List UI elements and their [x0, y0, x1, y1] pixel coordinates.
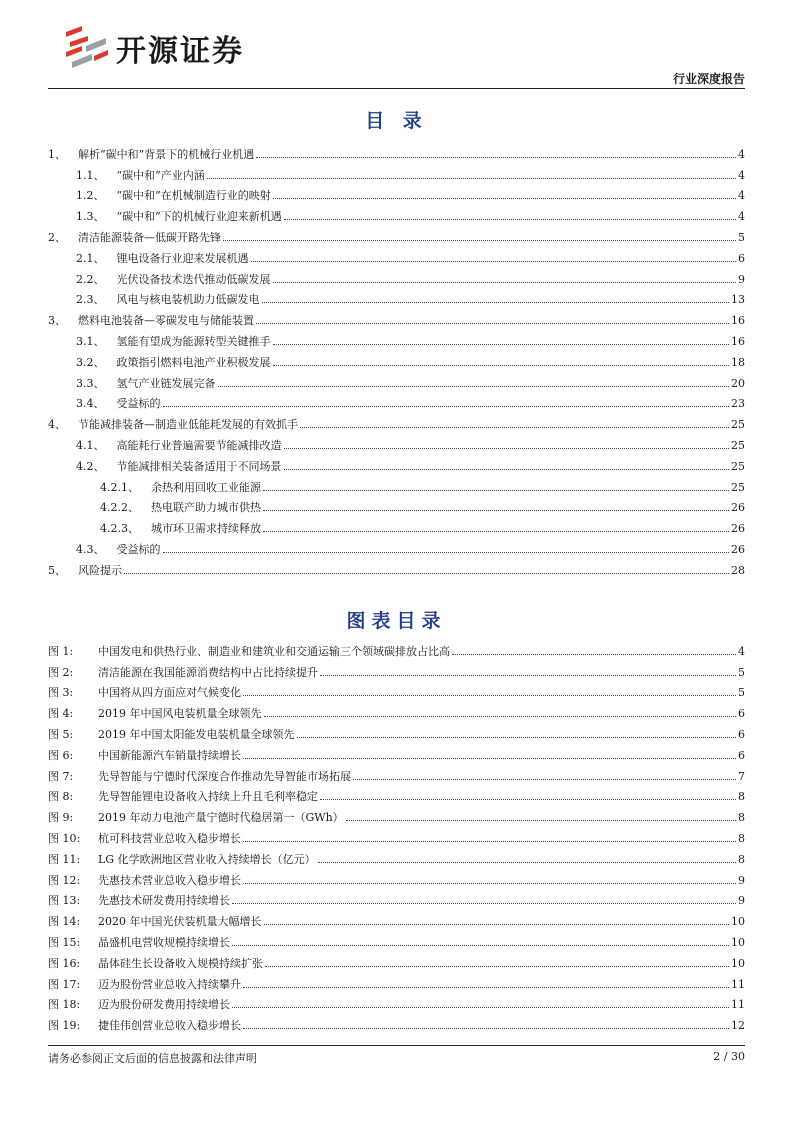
figure-page: 11 [731, 998, 745, 1012]
toc-entry-page: 4 [738, 147, 745, 161]
figure-entry[interactable] [48, 783, 745, 804]
toc-entry-page: 26 [731, 501, 745, 515]
figure-entry[interactable] [48, 970, 745, 991]
toc-entry-title: 受益标的 [116, 397, 161, 411]
dot-leader [256, 323, 729, 324]
toc-entry-number: 4.3、 [76, 542, 105, 556]
figure-page: 5 [738, 686, 745, 700]
figure-number: 图 14: [48, 915, 81, 929]
dot-leader [218, 386, 730, 387]
dot-leader [273, 365, 730, 366]
toc-entry-title: 解析“碳中和”背景下的机械行业机遇 [78, 147, 255, 161]
report-type-label: 行业深度报告 [672, 72, 745, 86]
toc-entry-page: 25 [731, 480, 745, 494]
logo-mark-icon [62, 22, 110, 72]
toc-entry-title: 高能耗行业普遍需要节能减排改造 [116, 438, 282, 452]
figure-entry[interactable] [48, 824, 745, 845]
toc-entry-number: 1.3、 [76, 210, 105, 224]
toc-entry-title: 氢气产业链发展完备 [116, 376, 216, 390]
figure-number: 图 1: [48, 644, 74, 658]
toc-entry-number: 4.2.3、 [100, 522, 139, 536]
toc-entry-page: 16 [731, 314, 745, 328]
figure-entry[interactable] [48, 699, 745, 720]
toc-entry[interactable] [48, 556, 745, 577]
toc-entry-page: 18 [731, 355, 745, 369]
toc-entry-title: 风险提示 [78, 563, 122, 577]
toc-title: 目 录 [365, 110, 428, 132]
figure-caption: 先导智能锂电设备收入持续上升且毛利率稳定 [98, 790, 318, 804]
dot-leader [264, 716, 737, 717]
figure-page: 8 [738, 831, 745, 845]
figure-caption: 晶盛机电营收规模持续增长 [98, 935, 230, 949]
toc-entry-page: 23 [731, 397, 745, 411]
dot-leader [251, 261, 737, 262]
dot-leader [273, 198, 736, 199]
toc-entry[interactable] [48, 514, 745, 535]
toc-entry-number: 3.1、 [76, 334, 105, 348]
toc-entry[interactable] [48, 369, 745, 390]
toc-entry-number: 2.2、 [76, 272, 105, 286]
figure-page: 9 [738, 894, 745, 908]
dot-leader [124, 573, 729, 574]
dot-leader [452, 654, 736, 655]
toc-entry-number: 5、 [48, 563, 66, 577]
dot-leader [300, 427, 729, 428]
toc-entry-number: 3.3、 [76, 376, 105, 390]
toc-entry[interactable] [48, 452, 745, 473]
figure-page: 9 [738, 873, 745, 887]
dot-leader [232, 903, 736, 904]
figure-caption: 先导智能与宁德时代深度合作推动先导智能市场拓展 [98, 769, 351, 783]
toc-entry-page: 16 [731, 334, 745, 348]
dot-leader [263, 510, 729, 511]
footer-divider [48, 1045, 745, 1046]
dot-leader [243, 987, 729, 988]
dot-leader [353, 779, 736, 780]
dot-leader [262, 302, 730, 303]
dot-leader [243, 883, 736, 884]
figure-caption: 2020 年中国光伏装机量大幅增长 [98, 915, 262, 929]
figure-caption: 迈为股份研发费用持续增长 [98, 998, 230, 1012]
figure-caption: 清洁能源在我国能源消费结构中占比持续提升 [98, 665, 318, 679]
figure-caption: 先惠技术营业总收入稳步增长 [98, 873, 241, 887]
figure-number: 图 11: [48, 852, 81, 866]
dot-leader [284, 469, 730, 470]
figure-entry[interactable] [48, 1011, 745, 1032]
figure-page: 8 [738, 790, 745, 804]
toc-entry-title: 政策指引燃料电池产业积极发展 [116, 355, 271, 369]
toc-entry-title: “碳中和”下的机械行业迎来新机遇 [116, 210, 282, 224]
dot-leader [320, 675, 736, 676]
toc-entry-number: 3.4、 [76, 397, 105, 411]
figure-number: 图 4: [48, 707, 74, 721]
figure-entry[interactable] [48, 887, 745, 908]
toc-entry-title: 清洁能源装备—低碳开路先锋 [78, 230, 221, 244]
header-divider [48, 88, 745, 89]
toc-entry[interactable] [48, 286, 745, 307]
dot-leader [163, 552, 730, 553]
figure-number: 图 9: [48, 811, 74, 825]
figure-page: 5 [738, 665, 745, 679]
figure-number: 图 13: [48, 894, 81, 908]
toc-entry[interactable] [48, 161, 745, 182]
toc-entry-page: 26 [731, 542, 745, 556]
toc-entry-page: 26 [731, 522, 745, 536]
toc-entry-number: 1.2、 [76, 189, 105, 203]
toc-entry[interactable] [48, 140, 745, 161]
toc-entry-title: 风电与核电装机助力低碳发电 [116, 293, 260, 307]
dot-leader [297, 737, 737, 738]
figure-number: 图 7: [48, 769, 74, 783]
figure-page: 10 [731, 915, 745, 929]
dot-leader [346, 820, 736, 821]
figure-number: 图 19: [48, 1019, 81, 1033]
company-name: 开源证券 [116, 34, 244, 69]
dot-leader [232, 945, 729, 946]
toc-entry-number: 4.2.2、 [100, 501, 139, 515]
figure-caption: 迈为股份营业总收入持续攀升 [98, 977, 241, 991]
figure-entry[interactable] [48, 991, 745, 1012]
toc-entry-title: 氢能有望成为能源转型关键推手 [116, 334, 271, 348]
toc-entry-page: 20 [731, 376, 745, 390]
toc-entry[interactable] [48, 390, 745, 411]
toc-entry-title: “碳中和”产业内涵 [116, 168, 205, 182]
dot-leader [256, 157, 736, 158]
dot-leader [232, 1007, 729, 1008]
figure-page: 7 [738, 769, 745, 783]
dot-leader [243, 758, 736, 759]
figure-number: 图 16: [48, 956, 81, 970]
table-of-contents [48, 140, 745, 577]
toc-entry[interactable] [48, 348, 745, 369]
toc-entry-number: 1.1、 [76, 168, 105, 182]
toc-entry-number: 4.1、 [76, 438, 105, 452]
toc-entry-title: 光伏设备技术迭代推动低碳发展 [116, 272, 271, 286]
figure-caption: 中国新能源汽车销量持续增长 [98, 748, 241, 762]
figure-entry[interactable] [48, 637, 745, 658]
figure-page: 4 [738, 644, 745, 658]
dot-leader [284, 448, 730, 449]
figure-caption: 杭可科技营业总收入稳步增长 [98, 831, 241, 845]
toc-entry-page: 4 [738, 210, 745, 224]
toc-entry-page: 6 [738, 251, 745, 265]
figure-entry[interactable] [48, 907, 745, 928]
toc-entry-title: 受益标的 [116, 542, 161, 556]
dot-leader [318, 862, 736, 863]
figure-caption: 中国将从四方面应对气候变化 [98, 686, 241, 700]
toc-entry[interactable] [48, 494, 745, 515]
toc-entry-number: 2.3、 [76, 293, 105, 307]
figure-page: 10 [731, 956, 745, 970]
figure-page: 6 [738, 707, 745, 721]
toc-entry-number: 4、 [48, 418, 66, 432]
toc-entry-page: 5 [738, 230, 745, 244]
figure-entry[interactable] [48, 845, 745, 866]
toc-entry[interactable] [48, 182, 745, 203]
toc-entry-title: 热电联产助力城市供热 [151, 501, 261, 515]
dot-leader [273, 344, 730, 345]
figure-entry[interactable] [48, 866, 745, 887]
toc-entry-number: 2.1、 [76, 251, 105, 265]
toc-entry-number: 4.2.1、 [100, 480, 139, 494]
toc-entry[interactable] [48, 306, 745, 327]
figure-entry[interactable] [48, 741, 745, 762]
toc-entry-title: 节能减排装备—制造业低能耗发展的有效抓手 [78, 418, 298, 432]
figure-caption: LG 化学欧洲地区营业收入持续增长（亿元） [98, 852, 316, 866]
dot-leader [265, 966, 729, 967]
page-number: 2 / 30 [713, 1050, 745, 1063]
figure-number: 图 10: [48, 831, 81, 845]
toc-entry[interactable] [48, 535, 745, 556]
figure-entry[interactable] [48, 658, 745, 679]
figure-caption: 中国发电和供热行业、制造业和建筑业和交通运输三个领域碳排放占比高 [98, 644, 450, 658]
figure-number: 图 5: [48, 727, 74, 741]
toc-entry-page: 13 [731, 293, 745, 307]
dot-leader [243, 841, 736, 842]
toc-entry-page: 9 [738, 272, 745, 286]
toc-entry-number: 4.2、 [76, 459, 105, 473]
figure-entry[interactable] [48, 928, 745, 949]
dot-leader [273, 282, 737, 283]
dot-leader [320, 799, 736, 800]
figure-caption: 捷佳伟创营业总收入稳步增长 [98, 1019, 241, 1033]
figure-list [48, 637, 745, 1032]
figure-page: 6 [738, 748, 745, 762]
toc-entry[interactable] [48, 265, 745, 286]
toc-entry-page: 4 [738, 189, 745, 203]
toc-entry-page: 25 [731, 438, 745, 452]
toc-entry[interactable] [48, 202, 745, 223]
toc-entry[interactable] [48, 473, 745, 494]
toc-entry-title: 锂电设备行业迎来发展机遇 [116, 251, 249, 265]
dot-leader [263, 490, 729, 491]
figure-caption: 2019 年中国太阳能发电装机量全球领先 [98, 727, 295, 741]
toc-entry[interactable] [48, 223, 745, 244]
toc-entry-title: 城市环卫需求持续释放 [151, 522, 261, 536]
figure-entry[interactable] [48, 949, 745, 970]
dot-leader [163, 406, 730, 407]
toc-entry-number: 3、 [48, 314, 66, 328]
toc-entry-number: 3.2、 [76, 355, 105, 369]
figure-entry[interactable] [48, 762, 745, 783]
figure-caption: 2019 年动力电池产量宁德时代稳居第一（GWh） [98, 811, 344, 825]
toc-entry[interactable] [48, 431, 745, 452]
figure-page: 11 [731, 977, 745, 991]
figure-page: 6 [738, 727, 745, 741]
figure-number: 图 18: [48, 998, 81, 1012]
toc-entry-number: 1、 [48, 147, 66, 161]
toc-entry-page: 28 [731, 563, 745, 577]
figure-number: 图 2: [48, 665, 74, 679]
figure-entry[interactable] [48, 803, 745, 824]
toc-entry-title: “碳中和”在机械制造行业的映射 [116, 189, 271, 203]
toc-entry[interactable] [48, 327, 745, 348]
figure-caption: 2019 年中国风电装机量全球领先 [98, 707, 262, 721]
figure-caption: 先惠技术研发费用持续增长 [98, 894, 230, 908]
company-logo [62, 22, 302, 74]
figure-entry[interactable] [48, 679, 745, 700]
figure-number: 图 8: [48, 790, 74, 804]
toc-entry[interactable] [48, 244, 745, 265]
toc-entry-number: 2、 [48, 230, 66, 244]
toc-entry-page: 25 [731, 459, 745, 473]
figure-page: 8 [738, 811, 745, 825]
figure-page: 12 [731, 1019, 745, 1033]
figures-title: 图表目录 [346, 610, 447, 632]
figure-number: 图 15: [48, 935, 81, 949]
figure-number: 图 12: [48, 873, 81, 887]
figure-page: 8 [738, 852, 745, 866]
dot-leader [263, 531, 729, 532]
figure-entry[interactable] [48, 720, 745, 741]
toc-entry-title: 余热利用回收工业能源 [151, 480, 261, 494]
toc-entry[interactable] [48, 410, 745, 431]
toc-entry-page: 25 [731, 418, 745, 432]
dot-leader [284, 219, 736, 220]
footer-disclaimer: 请务必参阅正文后面的信息披露和法律声明 [48, 1052, 257, 1065]
dot-leader [243, 695, 736, 696]
toc-entry-title: 燃料电池装备—零碳发电与储能装置 [78, 314, 254, 328]
dot-leader [264, 924, 730, 925]
figure-page: 10 [731, 935, 745, 949]
figure-number: 图 6: [48, 748, 74, 762]
figure-caption: 晶体硅生长设备收入规模持续扩张 [98, 956, 263, 970]
toc-entry-page: 4 [738, 168, 745, 182]
dot-leader [207, 178, 736, 179]
toc-entry-title: 节能减排相关装备适用于不同场景 [116, 459, 282, 473]
dot-leader [223, 240, 736, 241]
figure-number: 图 3: [48, 686, 74, 700]
dot-leader [243, 1028, 729, 1029]
figure-number: 图 17: [48, 977, 81, 991]
